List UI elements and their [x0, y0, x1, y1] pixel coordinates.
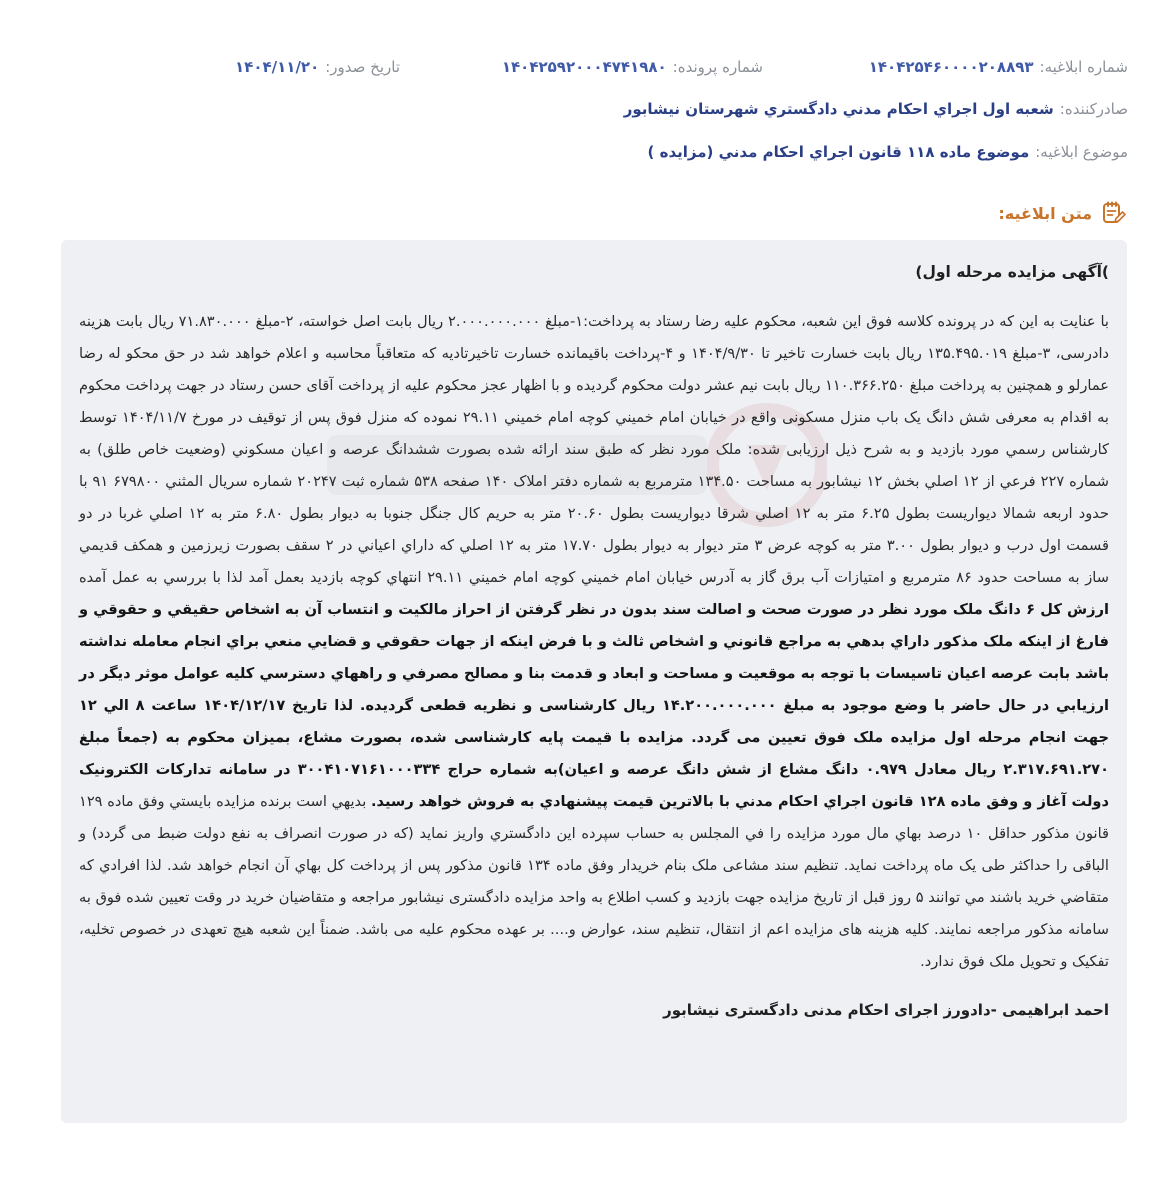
issuer-row [46, 100, 1128, 118]
issue-date [235, 58, 400, 76]
issuer-label: صادرکننده: [1059, 100, 1128, 118]
section-title [998, 200, 1126, 226]
case-number-value: ۱۴۰۴۲۵۹۲۰۰۰۴۷۴۱۹۸۰ [501, 58, 667, 76]
document-edit-icon [1100, 200, 1126, 226]
announcement-heading: )آگهی مزایده مرحله اول) [915, 263, 1109, 281]
announcement-panel [61, 240, 1127, 1123]
announcement-body [79, 306, 1109, 978]
body-paragraph-1: با عنايت به اين كه در پرونده كلاسه فوق اين شعبه، محكوم عليه رضا رستاد به پرداخت:۱-مبلغ ۲.۰۰۰.۰۰۰.۰۰۰ ريال بابت اصل خواسته، ۲-مبلغ ۷۱.۸۳۰.۰۰۰ ريال بابت هزينه دادرسی، ۳-مبلغ ۱۳۵.۴۹۵.۰۱۹ ريال بابت خسارت تاخير تا ۱۴۰۴/۹/۳۰ و ۴-پرداخت باقيمانده خسارت تاخيرتاديه كه متعاقباً محاسبه و اعلام خواهد شد در حق محكو له رضا عمارلو و همچنين به پرداخت مبلغ ۱۱۰.۳۶۶.۲۵۰ ريال بابت نيم عشر دولت محكوم گرديده و با اظهار عجز محكوم عليه از پرداخت آقای حسن رستاد در جهت پرداخت محكوم به اقدام به معرفی شش دانگ يک باب منزل مسكونی واقع در خيابان امام خميني كوچه امام خميني ۲۹.۱۱ نموده كه منزل فوق پس از توقيف در مورخ ۱۴۰۴/۱۱/۷ توسط كارشناس رسمي مورد بازديد و به شرح ذيل ارزيابی شده: ملک مورد نظر كه طبق سند ارائه شده بصورت ششدانگ عرصه و اعيان مسكوني (وضعيت خاص طلق) به شماره ۲۲۷ فرعي از ۱۲ اصلي بخش ۱۲ نيشابور به مساحت ۱۳۴.۵۰ مترمربع به شماره دفتر املاک ۱۴۰ صفحه ۵۳۸ شماره ثبت ۲۰۲۴۷ شماره سريال المثني ۶۷۹۸۰۰ ۹۱ با حدود اربعه شمالا ديواريست بطول ۶.۲۵ متر به ۱۲ اصلي شرقا ديواريست بطول ۲۰.۶۰ متر به حريم كال جنگل جنوبا به ديوار بطول ۶.۸۰ متر به ۱۲ اصلي غربا در دو قسمت اول درب و ديوار بطول ۳.۰۰ متر به كوچه عرض ۳ متر ديوار به ديوار بطول ۱۷.۷۰ متر به ۱۲ اصلي كه داراي اعياني در ۲ سقف بصورت زيرزمين و همكف قديمي ساز به مساحت حدود ۸۶ مترمربع و امتيازات آب برق گاز به آدرس خيابان امام خميني كوچه امام خميني ۲۹.۱۱ انتهاي كوچه بازديد بعمل آمد لذا با بررسي به عمل آمده [79, 313, 1110, 586]
notice-number-value: ۱۴۰۴۲۵۴۶۰۰۰۰۲۰۸۸۹۳ [868, 58, 1034, 76]
notice-number-label: شماره ابلاغیه: [1039, 58, 1128, 76]
case-number-label: شماره پرونده: [672, 58, 763, 76]
subject-label: موضوع ابلاغیه: [1035, 143, 1128, 161]
issue-date-label: تاریخ صدور: [325, 58, 400, 76]
subject-value: موضوع ماده ۱۱۸ قانون اجراي احكام مدني (مزايده ) [647, 143, 1030, 161]
issue-date-value: ۱۴۰۴/۱۱/۲۰ [235, 58, 320, 76]
case-number [502, 58, 763, 76]
body-paragraph-bold: ارزش كل ۶ دانگ ملک مورد نظر در صورت صحت و اصالت سند بدون در نظر گرفتن از احراز مالكيت و انتساب آن به اشخاص حقيقي و حقوقي و فارغ از اينكه ملک مذكور داراي بدهي به مراجع قانوني و اشخاص ثالث و با فرض اينكه از جهات حقوقي و قضايي منعي براي انجام معامله نداشته باشد بابت عرصه اعيان تاسيسات با توجه به موقعيت و مساحت و ابعاد و قدمت بنا و مصالح مصرفي و راههاي دسترسي كليه عوامل موثر ديگر در ارزيابي در حال حاضر با وضع موجود به مبلغ ۱۴.۲۰۰.۰۰۰.۰۰۰ ريال كارشناسی و نظريه قطعی گرديده. لذا تاريخ ۱۴۰۴/۱۲/۱۷ ساعت ۸ الي ۱۲ جهت انجام مرحله اول مزايده ملک فوق تعيين می گردد. مزايده با قيمت پايه كارشناسی شده، بصورت مشاع، بميزان محكوم به (جمعاً مبلغ ۲.۳۱۷.۶۹۱.۲۷۰ ريال معادل ۰.۹۷۹ دانگ مشاع از شش دانگ عرصه و اعيان)به شماره حراج ۳۰۰۴۱۰۷۱۶۱۰۰۰۳۳۴ در سامانه تداركات الكترونيک دولت آغاز و وفق ماده ۱۲۸ قانون اجراي احكام مدني با بالاترين قيمت پيشنهادي به فروش خواهد رسيد. [79, 601, 1109, 810]
body-paragraph-2: بديهي است برنده مزايده بايستي وفق ماده ۱۲۹ قانون مذكور حداقل ۱۰ درصد بهاي مال مورد مزايده را في المجلس به حساب سپرده اين دادگستري واريز نمايد (كه در صورت انصراف به نفع دولت ضبط می گردد) و الباقی را حداكثر طی یک ماه پرداخت نمايد. تنظيم سند مشاعی ملک بنام خريدار وفق ماده ۱۳۴ قانون مذكور پس از پرداخت كل بهاي آن انجام خواهد شد. لذا افرادي كه متقاضي خريد باشند مي توانند ۵ روز قبل از تاريخ مزايده جهت بازديد و كسب اطلاع به واحد مزایده دادگستری نیشابور مراجعه و متقاضیان خرید در وقت تعیین شده فوق به سامانه مذکور مراجعه نمایند. کلیه هزینه های مزایده اعم از انتقال، تنظیم سند، عوارض و.... بر عهده محکوم علیه می باشد. ضمناً این شعبه هیچ تعهدی در خصوص تخلیه، تفکیک و تحویل ملک فوق ندارد. [79, 793, 1109, 970]
notice-number [869, 58, 1128, 76]
signature: احمد ابراهیمی -دادورز اجرای احکام مدنی دادگستری نیشابور [663, 1001, 1109, 1019]
issuer-value: شعبه اول اجراي احكام مدني دادگستري شهرستان نيشابور [623, 100, 1054, 118]
subject-row [46, 143, 1128, 161]
section-title-text: متن ابلاغیه: [998, 203, 1092, 223]
